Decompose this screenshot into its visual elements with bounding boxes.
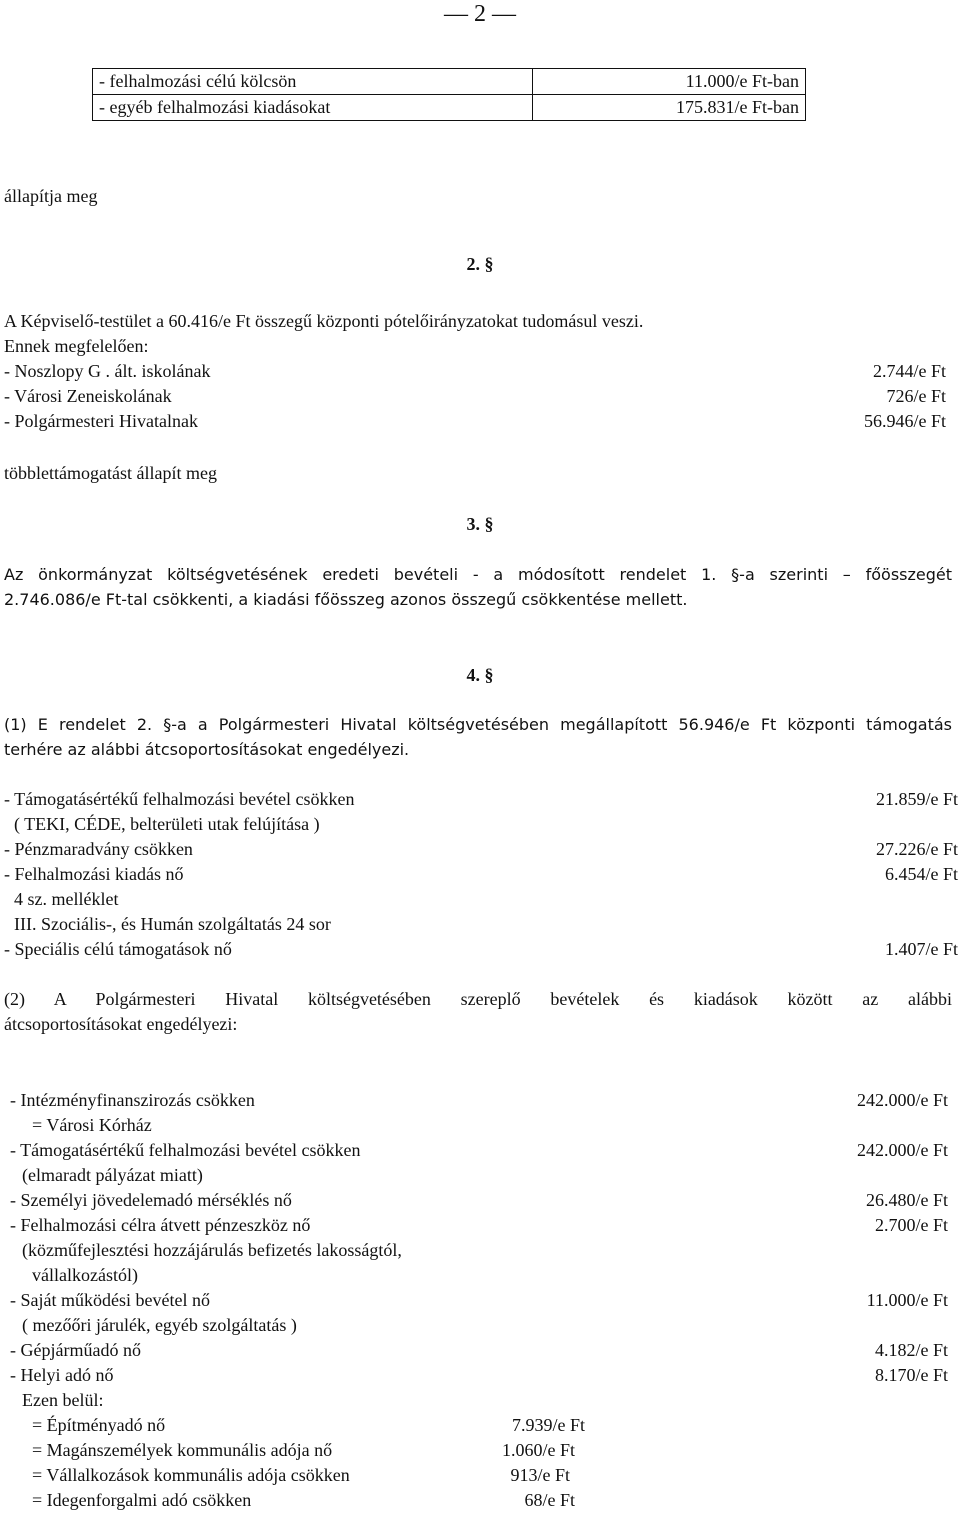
table-cell-amount: 175.831/e Ft-ban <box>533 95 806 121</box>
list-item-amount: 242.000/e Ft <box>856 1140 948 1160</box>
list-item-label: ( mezőőri járulék, egyéb szolgáltatás ) <box>22 1315 297 1335</box>
section-text: Az önkormányzat költségvetésének eredeti bevételi - a módosított rendelet 1. §-a szerinti – főösszegét <box>4 565 952 584</box>
list-item-label: - Gépjárműadó nő <box>10 1340 141 1360</box>
list-item-label: Ezen belül: <box>22 1390 104 1410</box>
list-item-amount: 2.700/e Ft <box>874 1215 948 1235</box>
list-item-amount: 27.226/e Ft <box>875 839 958 859</box>
top-table <box>92 68 806 121</box>
list-item-amount: 242.000/e Ft <box>856 1090 948 1110</box>
sub-item-label: = Idegenforgalmi adó csökken <box>32 1490 252 1510</box>
list-item-label: - Személyi jövedelemadó mérséklés nő <box>10 1190 292 1210</box>
table-cell-label: - felhalmozási célú kölcsön <box>93 69 533 95</box>
list-item-amount: 2.744/e Ft <box>872 361 946 381</box>
list-item-label: - Helyi adó nő <box>10 1365 114 1385</box>
section-text: terhére az alábbi átcsoportosításokat engedélyezi. <box>4 740 410 759</box>
section-heading: 4. § <box>466 665 494 685</box>
list-item-amount: 8.170/e Ft <box>874 1365 948 1385</box>
list-item-label: (elmaradt pályázat miatt) <box>22 1165 203 1185</box>
list-item-amount: 4.182/e Ft <box>874 1340 948 1360</box>
list-item-label: - Támogatásértékű felhalmozási bevétel csökken <box>10 1140 361 1160</box>
list-item-label: ( TEKI, CÉDE, belterületi utak felújítása ) <box>14 814 320 834</box>
list-item-label: III. Szociális-, és Humán szolgáltatás 24 sor <box>14 914 331 934</box>
list-item-label: (közműfejlesztési hozzájárulás befizetés lakosságtól, <box>22 1240 402 1260</box>
sub-item-amount: 913/e Ft <box>510 1465 570 1485</box>
sub-item-label: = Építményadó nő <box>32 1415 166 1435</box>
list-item-amount: 1.407/e Ft <box>884 939 958 959</box>
list-item-label: - Támogatásértékű felhalmozási bevétel csökken <box>4 789 355 809</box>
paragraph-closing: állapítja meg <box>4 186 98 206</box>
list-item-label: - Felhalmozási célra átvett pénzeszköz nő <box>10 1215 311 1235</box>
list-item-label: - Saját működési bevétel nő <box>10 1290 210 1310</box>
list-item-label: 4 sz. melléklet <box>14 889 119 909</box>
list-item-amount: 56.946/e Ft <box>863 411 946 431</box>
list-item-label: - Intézményfinanszirozás csökken <box>10 1090 255 1110</box>
section-text: átcsoportosításokat engedélyezi: <box>4 1014 238 1034</box>
sub-item-amount: 68/e Ft <box>524 1490 575 1510</box>
sub-item-label: = Magánszemélyek kommunális adója nő <box>32 1440 333 1460</box>
section-heading: 2. § <box>466 254 494 274</box>
list-item-label: - Pénzmaradvány csökken <box>4 839 193 859</box>
list-item-label: - Városi Zeneiskolának <box>4 386 172 406</box>
section-heading: 3. § <box>466 514 494 534</box>
sub-item-amount: 1.060/e Ft <box>501 1440 575 1460</box>
table-cell-amount: 11.000/e Ft-ban <box>533 69 806 95</box>
sub-item-label: = Vállalkozások kommunális adója csökken <box>32 1465 350 1485</box>
list-item-label: - Noszlopy G . ált. iskolának <box>4 361 211 381</box>
section-text: A Képviselő-testület a 60.416/e Ft összegű központi pótelőirányzatokat tudomásul veszi. <box>4 311 644 331</box>
list-item-amount: 26.480/e Ft <box>865 1190 948 1210</box>
list-item-label: = Városi Kórház <box>32 1115 152 1135</box>
section-text: Ennek megfelelően: <box>4 336 149 356</box>
sub-item-amount: 7.939/e Ft <box>511 1415 585 1435</box>
list-item-amount: 11.000/e Ft <box>866 1290 948 1310</box>
list-item-label: - Felhalmozási kiadás nő <box>4 864 184 884</box>
table-row <box>93 69 806 95</box>
page-number: — 2 — <box>444 1 516 27</box>
list-item-label: vállalkozástól) <box>32 1265 138 1285</box>
list-item-amount: 726/e Ft <box>886 386 946 406</box>
list-item-amount: 6.454/e Ft <box>884 864 958 884</box>
list-item-amount: 21.859/e Ft <box>875 789 958 809</box>
section-text: (2) A Polgármesteri Hivatal költségvetésében szereplő bevételek és kiadások között az alábbi <box>4 989 952 1009</box>
list-item-label: - Speciális célú támogatások nő <box>4 939 232 959</box>
section-text: 2.746.086/e Ft-tal csökkenti, a kiadási főösszeg azonos összegű csökkentése mellett. <box>4 590 688 609</box>
table-cell-label: - egyéb felhalmozási kiadásokat <box>93 95 533 121</box>
list-item-label: - Polgármesteri Hivatalnak <box>4 411 198 431</box>
section-text: (1) E rendelet 2. §-a a Polgármesteri Hivatal költségvetésében megállapított 56.946/e Ft központi támogatás <box>4 715 952 734</box>
table-row <box>93 95 806 121</box>
section-closing: többlettámogatást állapít meg <box>4 463 217 483</box>
